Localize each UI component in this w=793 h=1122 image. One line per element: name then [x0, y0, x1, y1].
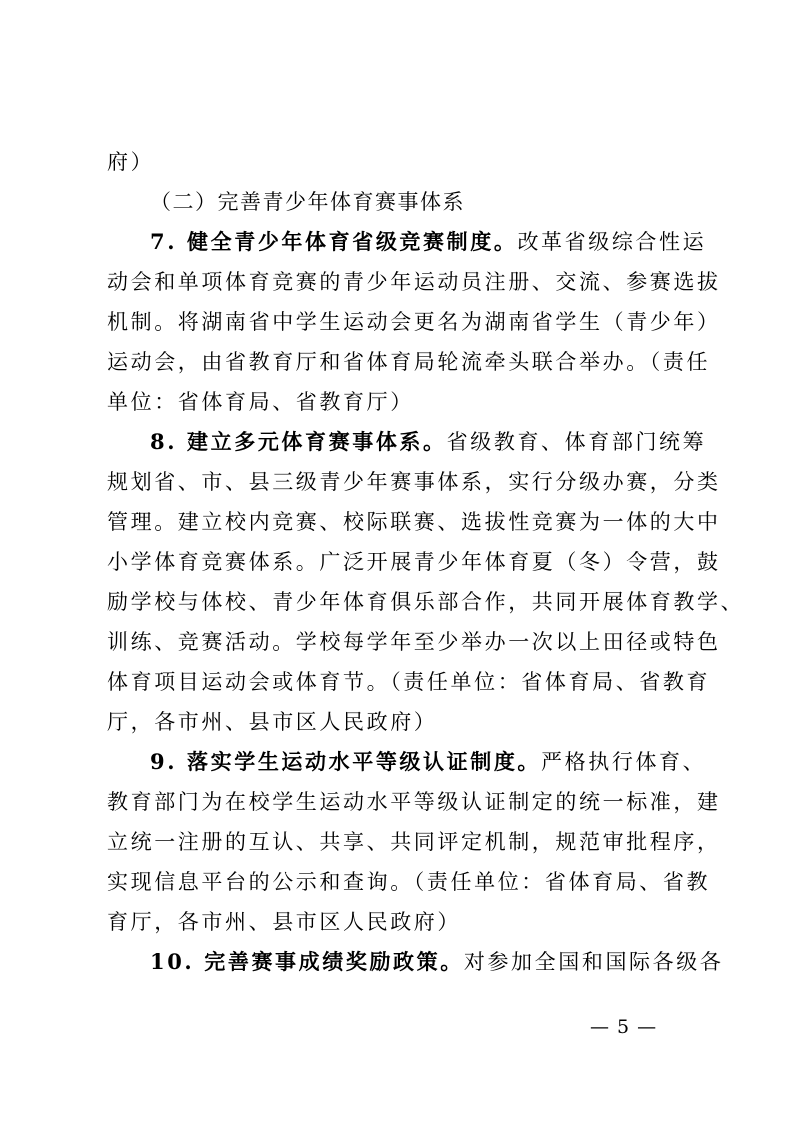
text-line: 育厅，各市州、县市区人民政府） — [107, 910, 461, 934]
item-8-text: 省级教育、体育部门统筹 — [446, 430, 707, 454]
text-line: 厅，各市州、县市区人民政府） — [107, 710, 438, 734]
text-line: 府） — [107, 150, 155, 174]
text-line: 机制。将湖南省中学生运动会更名为湖南省学生（青少年） — [107, 310, 721, 334]
text-line: 动会和单项体育竞赛的青少年运动员注册、交流、参赛选拔 — [107, 270, 721, 294]
text-line: 运动会，由省教育厅和省体育局轮流牵头联合举办。（责任 — [107, 350, 711, 374]
item-9-text: 严格执行体育、 — [541, 750, 707, 774]
text-line: 规划省、市、县三级青少年赛事体系，实行分级办赛，分类 — [107, 470, 721, 494]
text-line: 教育部门为在校学生运动水平等级认证制定的统一标准，建 — [107, 790, 721, 814]
text-line: 立统一注册的互认、共享、共同评定机制，规范审批程序， — [107, 830, 721, 854]
page-number: — 5 — — [590, 1016, 658, 1038]
text-line: 实现信息平台的公示和查询。（责任单位：省体育局、省教 — [107, 870, 711, 894]
item-10-text: 对参加全国和国际各级各 — [463, 950, 724, 974]
text-line: 体育项目运动会或体育节。（责任单位：省体育局、省教育 — [107, 670, 711, 694]
text-line: 训练、竞赛活动。学校每学年至少举办一次以上田径或特色 — [107, 630, 721, 654]
text-line: 管理。建立校内竞赛、校际联赛、选拔性竞赛为一体的大中 — [107, 510, 721, 534]
item-9-title: 9. 落实学生运动水平等级认证制度。 — [150, 749, 542, 774]
item-8-title: 8. 建立多元体育赛事体系。 — [150, 429, 447, 454]
section-heading: （二）完善青少年体育赛事体系 — [150, 190, 465, 214]
item-8-first-line — [150, 427, 707, 457]
item-7-title: 7. 健全青少年体育省级竞赛制度。 — [150, 229, 518, 254]
item-7-first-line — [150, 227, 707, 257]
item-9-first-line — [150, 747, 707, 777]
text-line: 励学校与体校、青少年体育俱乐部合作，共同开展体育教学、 — [107, 590, 745, 614]
text-line: 小学体育竞赛体系。广泛开展青少年体育夏（冬）令营，鼓 — [107, 550, 721, 574]
item-7-text: 改革省级综合性运 — [517, 230, 707, 254]
item-10-title: 10. 完善赛事成绩奖励政策。 — [150, 949, 464, 974]
item-10-first-line — [150, 947, 724, 977]
text-line: 单位：省体育局、省教育厅） — [107, 390, 414, 414]
